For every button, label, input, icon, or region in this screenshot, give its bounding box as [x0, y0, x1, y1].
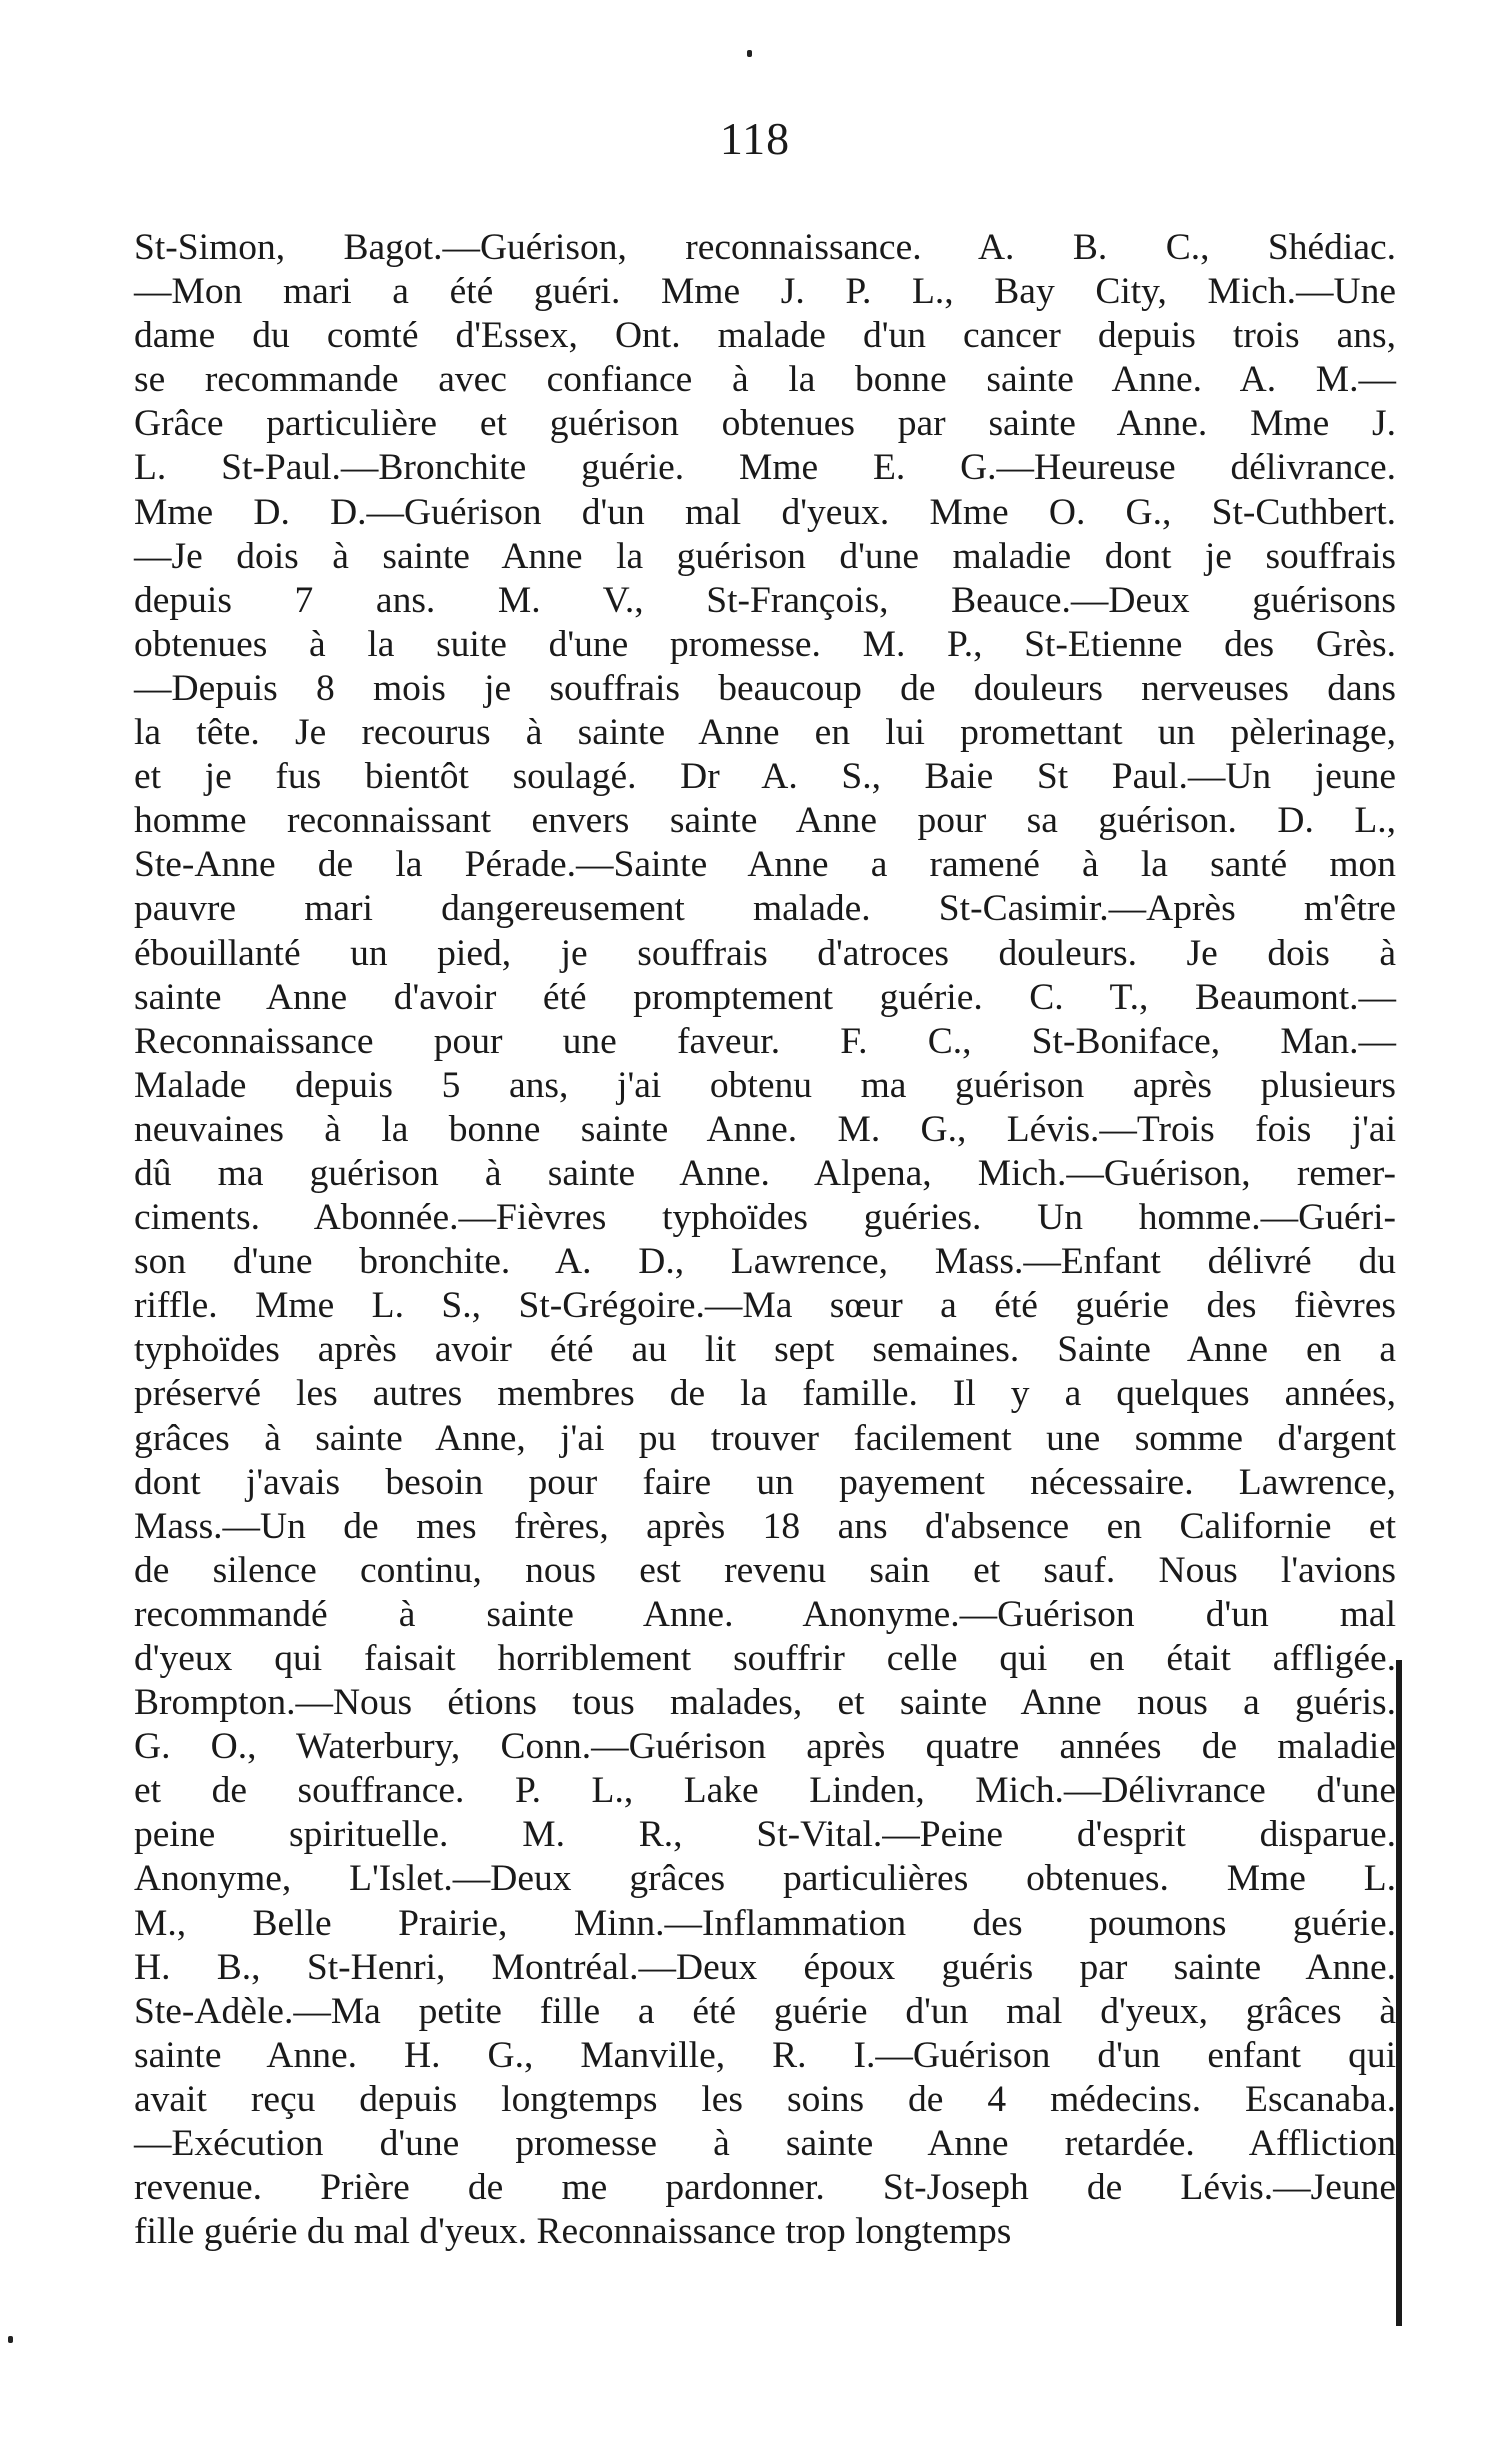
- text-line: St-Simon, Bagot.—Guérison, reconnaissance. A. B. C., Shédiac.: [134, 227, 1396, 268]
- text-line: neuvaines à la bonne sainte Anne. M. G., Lévis.—Trois fois j'ai: [134, 1108, 1396, 1150]
- text-line: pauvre mari dangereusement malade. St-Casimir.—Après m'être: [134, 888, 1396, 930]
- text-line: —Je dois à sainte Anne la guérison d'une maladie dont je souffrais: [134, 535, 1396, 577]
- page-number: 118: [719, 113, 791, 164]
- text-line: riffle. Mme L. S., St-Grégoire.—Ma sœur a été guérie des fièvres: [134, 1285, 1396, 1327]
- body-text: [134, 226, 1396, 2254]
- text-line: Mass.—Un de mes frères, après 18 ans d'absence en Californie et: [134, 1505, 1396, 1547]
- text-line: recommandé à sainte Anne. Anonyme.—Guérison d'un mal: [134, 1593, 1396, 1635]
- text-line: Anonyme, L'Islet.—Deux grâces particulières obtenues. Mme L.: [134, 1858, 1396, 1900]
- text-line: typhoïdes après avoir été au lit sept semaines. Sainte Anne en a: [134, 1329, 1396, 1371]
- text-line: Reconnaissance pour une faveur. F. C., St-Boniface, Man.—: [134, 1020, 1396, 1062]
- text-line: la tête. Je recourus à sainte Anne en lui promettant un pèlerinage,: [134, 712, 1396, 754]
- text-line: fille guérie du mal d'yeux. Reconnaissance trop longtemps: [134, 2211, 1012, 2253]
- text-line: Mme D. D.—Guérison d'un mal d'yeux. Mme O. G., St-Cuthbert.: [134, 491, 1396, 533]
- text-line: sainte Anne d'avoir été promptement guérie. C. T., Beaumont.—: [134, 976, 1396, 1018]
- text-line: L. St-Paul.—Bronchite guérie. Mme E. G.—Heureuse délivrance.: [134, 447, 1396, 489]
- margin-speck-left: [8, 2336, 13, 2343]
- text-line: ébouillanté un pied, je souffrais d'atroces douleurs. Je dois à: [134, 932, 1396, 974]
- text-line: Grâce particulière et guérison obtenues par sainte Anne. Mme J.: [134, 403, 1396, 445]
- text-line: depuis 7 ans. M. V., St-François, Beauce.—Deux guérisons: [134, 579, 1396, 621]
- text-line: de silence continu, nous est revenu sain et sauf. Nous l'avions: [134, 1549, 1396, 1591]
- text-line: obtenues à la suite d'une promesse. M. P., St-Etienne des Grès.: [134, 623, 1396, 665]
- text-line: revenue. Prière de me pardonner. St-Joseph de Lévis.—Jeune: [134, 2167, 1396, 2209]
- text-line: dont j'avais besoin pour faire un payement nécessaire. Lawrence,: [134, 1461, 1396, 1503]
- text-line: G. O., Waterbury, Conn.—Guérison après quatre années de maladie: [134, 1726, 1396, 1768]
- text-line: et je fus bientôt soulagé. Dr A. S., Baie St Paul.—Un jeune: [134, 756, 1396, 798]
- text-line: et de souffrance. P. L., Lake Linden, Mich.—Délivrance d'une: [134, 1770, 1396, 1812]
- text-line: sainte Anne. H. G., Manville, R. I.—Guérison d'un enfant qui: [134, 2034, 1396, 2076]
- text-line: préservé les autres membres de la famille. Il y a quelques années,: [134, 1373, 1396, 1415]
- text-line: ciments. Abonnée.—Fièvres typhoïdes guéries. Un homme.—Guéri-: [134, 1197, 1396, 1239]
- text-line: Ste-Anne de la Pérade.—Sainte Anne a ramené à la santé mon: [134, 844, 1396, 886]
- binding-edge-rule: [1396, 1660, 1402, 2326]
- text-line: peine spirituelle. M. R., St-Vital.—Peine d'esprit disparue.: [134, 1814, 1396, 1856]
- margin-speck-top: [747, 50, 752, 57]
- text-line: H. B., St-Henri, Montréal.—Deux époux guéris par sainte Anne.: [134, 1946, 1396, 1988]
- text-line: Brompton.—Nous étions tous malades, et sainte Anne nous a guéris.: [134, 1682, 1396, 1724]
- text-line: homme reconnaissant envers sainte Anne pour sa guérison. D. L.,: [134, 800, 1396, 842]
- text-line: Malade depuis 5 ans, j'ai obtenu ma guérison après plusieurs: [134, 1064, 1396, 1106]
- text-line: —Depuis 8 mois je souffrais beaucoup de douleurs nerveuses dans: [134, 667, 1396, 709]
- text-line: d'yeux qui faisait horriblement souffrir celle qui en était affligée.: [134, 1638, 1396, 1679]
- text-line: Ste-Adèle.—Ma petite fille a été guérie d'un mal d'yeux, grâces à: [134, 1990, 1396, 2032]
- text-line: —Exécution d'une promesse à sainte Anne retardée. Affliction: [134, 2123, 1396, 2165]
- text-line: grâces à sainte Anne, j'ai pu trouver facilement une somme d'argent: [134, 1417, 1396, 1459]
- text-line: dû ma guérison à sainte Anne. Alpena, Mich.—Guérison, remer-: [134, 1152, 1396, 1194]
- text-line: —Mon mari a été guéri. Mme J. P. L., Bay City, Mich.—Une: [134, 271, 1396, 313]
- text-line: M., Belle Prairie, Minn.—Inflammation des poumons guérie.: [134, 1902, 1396, 1944]
- text-line: son d'une bronchite. A. D., Lawrence, Mass.—Enfant délivré du: [134, 1241, 1396, 1283]
- text-line: se recommande avec confiance à la bonne sainte Anne. A. M.—: [134, 359, 1396, 401]
- text-line: dame du comté d'Essex, Ont. malade d'un cancer depuis trois ans,: [134, 315, 1396, 357]
- text-line: avait reçu depuis longtemps les soins de 4 médecins. Escanaba.: [134, 2078, 1396, 2120]
